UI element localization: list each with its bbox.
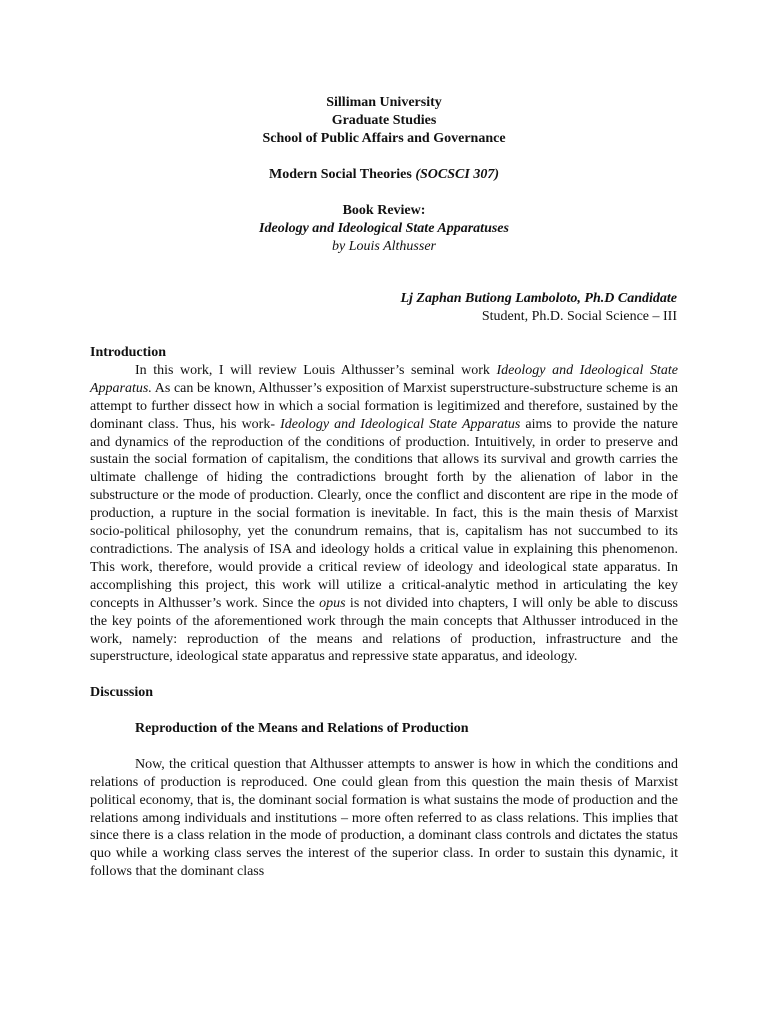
document-body: [90, 344, 678, 881]
intro-book-title-1: Ideology and Ideological State Apparatus.: [90, 362, 679, 396]
discussion-heading: Discussion: [90, 685, 154, 701]
paragraph-spacer: [90, 702, 678, 720]
course-code: (SOCSCI 307): [415, 167, 499, 182]
paragraph-spacer: [90, 738, 678, 756]
introduction-paragraph: [90, 362, 678, 666]
intro-book-title-2: Ideology and Ideological State Apparatus: [280, 416, 521, 432]
discussion-subheading: Reproduction of the Means and Relations of Production: [135, 721, 469, 736]
discussion-paragraph: Now, the critical question that Althusser attempts to answer is how in which the conditions and relations of production is reproduced. One could glean from this question the main thesis of Marxist political economy, that is, the dominant social formation is what sustains the mode of production and the relations among individuals and institutions – more often referred to as class relations. This implies that since there is a class relation in the mode of production, a dominant class controls and dictates the status quo while a working class serves the interest of the superior class. In order to sustain this dynamic, it follows that the dominant class: [90, 756, 678, 880]
graduate-studies-label: Graduate Studies: [331, 113, 437, 128]
intro-text-part-4: is not divided into chapters, I will only be able to discuss the key points of the aforementioned work through the main concepts that Althusser introduced in the work, namely: reproduction of the means and relations of production, infrastructure and the superstructure, ideological state apparatus and repressive state apparatus, and ideology.: [90, 595, 678, 665]
document-header: [0, 94, 768, 256]
course-name: Modern Social Theories: [269, 167, 416, 182]
paragraph-spacer: [90, 666, 678, 684]
intro-text-part-3: aims to provide the nature and dynamics of the reproduction of the conditions of production. Intuitively, in order to preserve and sustain the social formation of capitalism, the conditions that allows its survival and growth carries the ultimate challenge of hiding the contradictions brought forth by the alienation of labor in the substructure or the mode of production. Clearly, once the conflict and discontent are ripe in the mode of production, a rupture in the social formation is inevitable. In fact, this is the main thesis of Marxist socio-political philosophy, yet the conundrum remains, that is, capitalism has not succumbed to its contradictions. The analysis of ISA and ideology holds a critical value in explaining this phenomenon. This work, therefore, would provide a critical review of ideology and ideological state apparatus. In accomplishing this project, this work will utilize a critical-analytic method in articulating the key concepts in Althusser’s work. Since the: [90, 416, 678, 611]
introduction-heading: Introduction: [90, 345, 166, 360]
book-author: by Louis Althusser: [332, 239, 436, 254]
course-line: [0, 166, 768, 184]
intro-text-part-1: In this work, I will review Louis Althusser’s seminal work: [135, 362, 497, 378]
author-name: Lj Zaphan Butiong Lamboloto, Ph.D Candidate: [400, 291, 677, 306]
intro-opus-word: opus: [319, 595, 346, 611]
book-title: Ideology and Ideological State Apparatuses: [259, 221, 509, 236]
author-position: Student, Ph.D. Social Science – III: [481, 309, 677, 324]
review-label: Book Review:: [342, 203, 426, 218]
author-block: [400, 290, 677, 326]
header-spacer: [0, 184, 768, 202]
intro-text-part-2: As can be known, Althusser’s exposition of Marxist superstructure-substructure scheme is an attempt to further dissect how in which a social formation is legitimized and therefore, sustained by the dominant class. Thus, his work-: [90, 380, 678, 432]
school-name: School of Public Affairs and Governance: [262, 131, 506, 146]
university-name: Silliman University: [326, 95, 442, 110]
header-spacer: [0, 148, 768, 166]
